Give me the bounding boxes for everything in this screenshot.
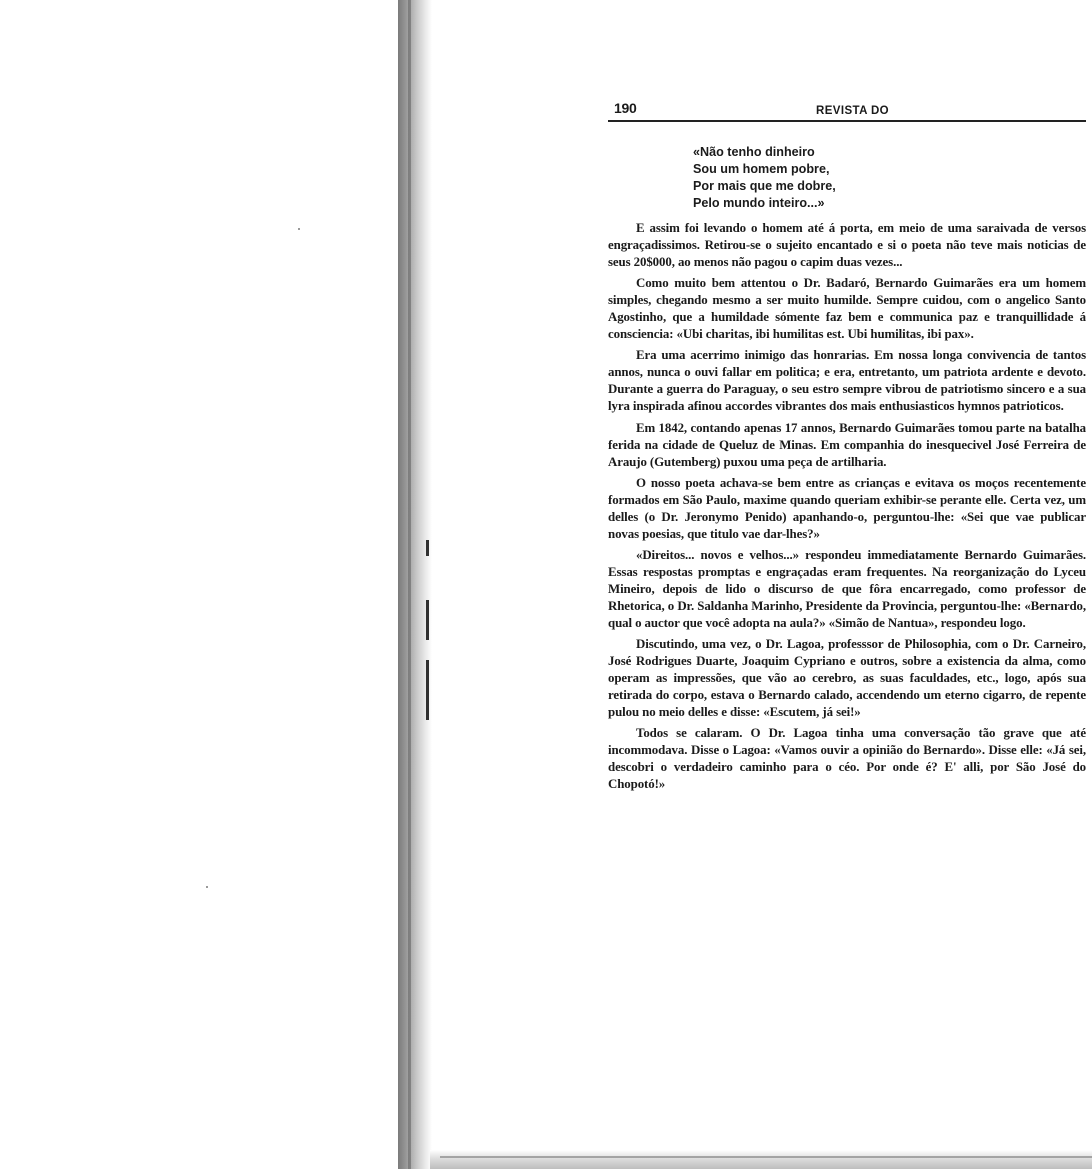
page-number: 190 (614, 100, 637, 116)
paragraph: «Direitos... novos e velhos...» respondeu immediatamente Bernardo Guimarães. Essas respostas promptas e engraçadas eram frequentes. Na reorganização do Lyceu Mineiro, depois de lido o discurso de que fôra encarregado, como professor de Rhetorica, o Dr. Saldanha Marinho, Presidente da Provincia, perguntou-lhe: «Bernardo, qual o auctor que você adopta na aula?» «Simão de Nantua», respondeu logo. (608, 547, 1086, 631)
paper-speck (206, 886, 208, 888)
paragraph: Era uma acerrimo inimigo das honrarias. Em nossa longa convivencia de tantos annos, nunca o ouvi fallar em politica; e era, entretanto, um patriota ardente e devoto. Durante a guerra do Paraguay, o seu estro sempre vibrou de patriotismo sincero e a sua lyra inspirada afinou accordes vibrantes dos mais enthusiasticos hymnos patrioticos. (608, 348, 1086, 414)
paragraph: E assim foi levando o homem até á porta, em meio de uma saraivada de versos engraçadissimos. Retirou-se o sujeito encantado e si o poeta não teve mais noticias de seus 20$000, ao menos não pagou o capim duas vezes... (608, 221, 1086, 270)
page-edge-line (408, 0, 411, 1169)
running-header (608, 98, 1086, 122)
page-bottom-line (440, 1156, 1092, 1158)
spine-mark (426, 540, 429, 556)
verse-line: Por mais que me dobre, (693, 179, 836, 193)
spine-mark (426, 600, 429, 640)
paragraph: O nosso poeta achava-se bem entre as crianças e evitava os moços recentemente formados em São Paulo, maxime quando queriam exhibir-se perante elle. Certa vez, um delles (o Dr. Jeronymo Penido) apanhando-o, perguntou-lhe: «Sei que vae publicar novas poesias, que titulo vae dar-lhes?» (608, 475, 1086, 541)
paragraph: Todos se calaram. O Dr. Lagoa tinha uma conversação tão grave que até incommodava. Disse o Lagoa: «Vamos ouvir a opinião do Bernardo». Disse elle: «Já sei, descobri o verdadeiro caminho para o céo. Por onde é? E' alli, por São José do Chopotó!» (608, 726, 1086, 792)
page-bottom-edge (430, 1150, 1092, 1169)
book-page (608, 98, 1086, 798)
spine-mark (426, 660, 429, 720)
running-title: REVISTA DO (816, 105, 890, 117)
paragraph: Em 1842, contando apenas 17 annos, Bernardo Guimarães tomou parte na batalha ferida na cidade de Queluz de Minas. Em companhia do inesquecivel José Ferreira de Araujo (Gutemberg) puxou uma peça de artilharia. (608, 420, 1086, 469)
paper-speck (298, 228, 300, 230)
paragraph: Discutindo, uma vez, o Dr. Lagoa, professsor de Philosophia, com o Dr. Carneiro, José Rodrigues Duarte, Joaquim Cypriano e outros, sobre a existencia da alma, como operam as impressões, que vão ao cerebro, as suas faculdades, etc., logo, após sua retirada do corpo, estava o Bernardo calado, accendendo um eterno cigarro, de repente pulou no meio delles e disse: «Escutem, já sei!» (608, 637, 1086, 720)
book-spine-shadow (398, 0, 432, 1169)
verse-block (693, 144, 1086, 212)
verse-line: Pelo mundo inteiro...» (693, 196, 825, 210)
paragraph: Como muito bem attentou o Dr. Badaró, Bernardo Guimarães era um homem simples, chegando mesmo a ser muito humilde. Sempre cuidou, com o angelico Santo Agostinho, que a humildade sómente faz bem e communica paz e tranquillidade á consciencia: «Ubi charitas, ibi humilitas est. Ubi humilitas, ibi pax». (608, 276, 1086, 342)
verse-line: «Não tenho dinheiro (693, 145, 815, 159)
verse-line: Sou um homem pobre, (693, 162, 830, 176)
